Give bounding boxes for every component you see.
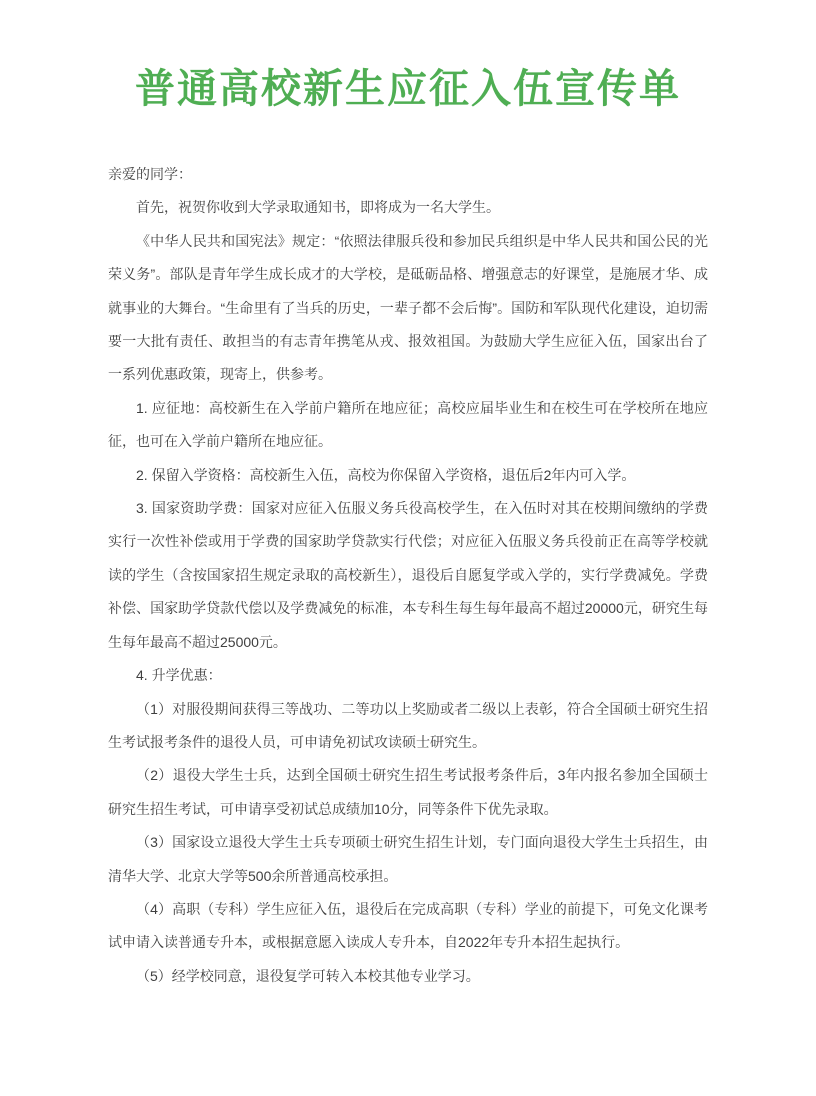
paragraph-list xyxy=(108,191,708,993)
letter-paragraph: （3）国家设立退役大学生士兵专项硕士研究生招生计划，专门面向退役大学生士兵招生，由清华大学、北京大学等500余所普通高校承担。 xyxy=(108,834,708,884)
letter-body xyxy=(108,158,708,993)
letter-paragraph: 3. 国家资助学费：国家对应征入伍服义务兵役高校学生，在入伍时对其在校期间缴纳的学费实行一次性补偿或用于学费的国家助学贷款实行代偿；对应征入伍服义务兵役前正在高等学校就读的学生（含按国家招生规定录取的高校新生），退役后自愿复学或入学的，实行学费减免。学费补偿、国家助学贷款代偿以及学费减免的标准，本专科生每生每年最高不超过20000元，研究生每生每年最高不超过25000元。 xyxy=(108,500,708,650)
letter-paragraph: 1. 应征地：高校新生在入学前户籍所在地应征；高校应届毕业生和在校生可在学校所在地应征，也可在入学前户籍所在地应征。 xyxy=(108,399,708,450)
letter-paragraph: 首先，祝贺你收到大学录取通知书，即将成为一名大学生。 xyxy=(136,199,500,216)
letter-paragraph: 4. 升学优惠： xyxy=(136,667,222,684)
salutation: 亲爱的同学： xyxy=(108,166,192,182)
letter-paragraph: 《中华人民共和国宪法》规定：“依照法律服兵役和参加民兵组织是中华人民共和国公民的光荣义务”。部队是青年学生成长成才的大学校，是砥砺品格、增强意志的好课堂，是施展才华、成就事业的大舞台。“生命里有了当兵的历史，一辈子都不会后悔”。国防和军队现代化建设，迫切需要一大批有责任、敢担当的有志青年携笔从戎、报效祖国。为鼓励大学生应征入伍，国家出台了一系列优惠政策，现寄上，供参考。 xyxy=(108,232,708,383)
letter-paragraph: （2）退役大学生士兵，达到全国硕士研究生招生考试报考条件后，3年内报名参加全国硕士研究生招生考试，可申请享受初试总成绩加10分，同等条件下优先录取。 xyxy=(108,767,708,817)
letter-paragraph: 2. 保留入学资格：高校新生入伍，高校为你保留入学资格，退伍后2年内可入学。 xyxy=(136,466,636,483)
letter-paragraph: （5）经学校同意，退役复学可转入本校其他专业学习。 xyxy=(136,967,480,984)
letter-paragraph: （4）高职（专科）学生应征入伍，退役后在完成高职（专科）学业的前提下，可免文化课考试申请入读普通专升本，或根据意愿入读成人专升本，自2022年专升本招生起执行。 xyxy=(108,900,708,951)
page-title: 普通高校新生应征入伍宣传单 xyxy=(135,66,681,111)
letter-paragraph: （1）对服役期间获得三等战功、二等功以上奖励或者二级以上表彰，符合全国硕士研究生招生考试报考条件的退役人员，可申请免初试攻读硕士研究生。 xyxy=(108,700,708,750)
